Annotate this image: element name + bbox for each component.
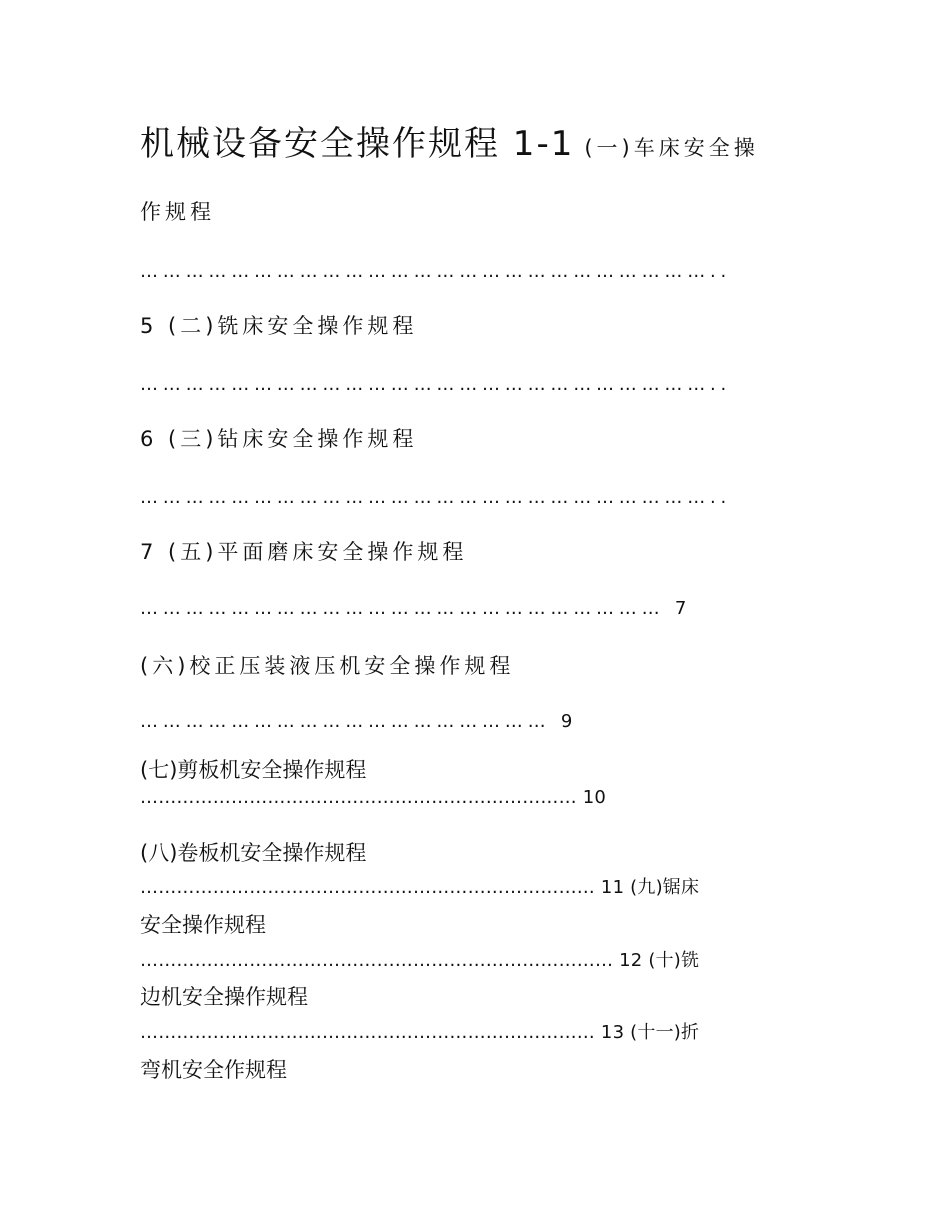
toc-leader-5: ……………………………………………… 9 [140, 711, 578, 732]
toc-leader-6: ……………………………………………………………… 10 [140, 787, 607, 808]
toc-entry-1: (一)车床安全操 [584, 136, 759, 160]
toc-entry-8-cont: 安全操作规程 [140, 913, 266, 937]
toc-entry-10-cont: 弯机安全作规程 [140, 1058, 287, 1082]
toc-title-line [140, 124, 759, 164]
toc-entry-9-cont: 边机安全操作规程 [140, 985, 308, 1009]
toc-leader-1: ………………………………………………………………….. [140, 261, 732, 282]
toc-entry-4: 7 (五)平面磨床安全操作规程 [140, 540, 468, 564]
toc-entry-5: (六)校正压装液压机安全操作规程 [140, 654, 515, 678]
document-title: 机械设备安全操作规程 1-1 [140, 124, 575, 164]
toc-entry-1-cont: 作规程 [140, 200, 215, 224]
toc-leader-7: ………………………………………………………………… 11 (九)锯床 [140, 877, 700, 898]
toc-entry-6: (七)剪板机安全操作规程 [140, 758, 367, 782]
toc-entry-2: 5 (二)铣床安全操作规程 [140, 314, 418, 338]
toc-leader-3: ………………………………………………………………….. [140, 487, 732, 508]
toc-entry-7: (八)卷板机安全操作规程 [140, 841, 367, 865]
toc-leader-9: ………………………………………………………………… 13 (十一)折 [140, 1022, 700, 1043]
toc-leader-8: …………………………………………………………………… 12 (十)铣 [140, 950, 700, 971]
toc-leader-2: ………………………………………………………………….. [140, 374, 732, 395]
toc-entry-3: 6 (三)钻床安全操作规程 [140, 427, 418, 451]
toc-leader-4: …………………………………………………………… 7 [140, 598, 692, 619]
